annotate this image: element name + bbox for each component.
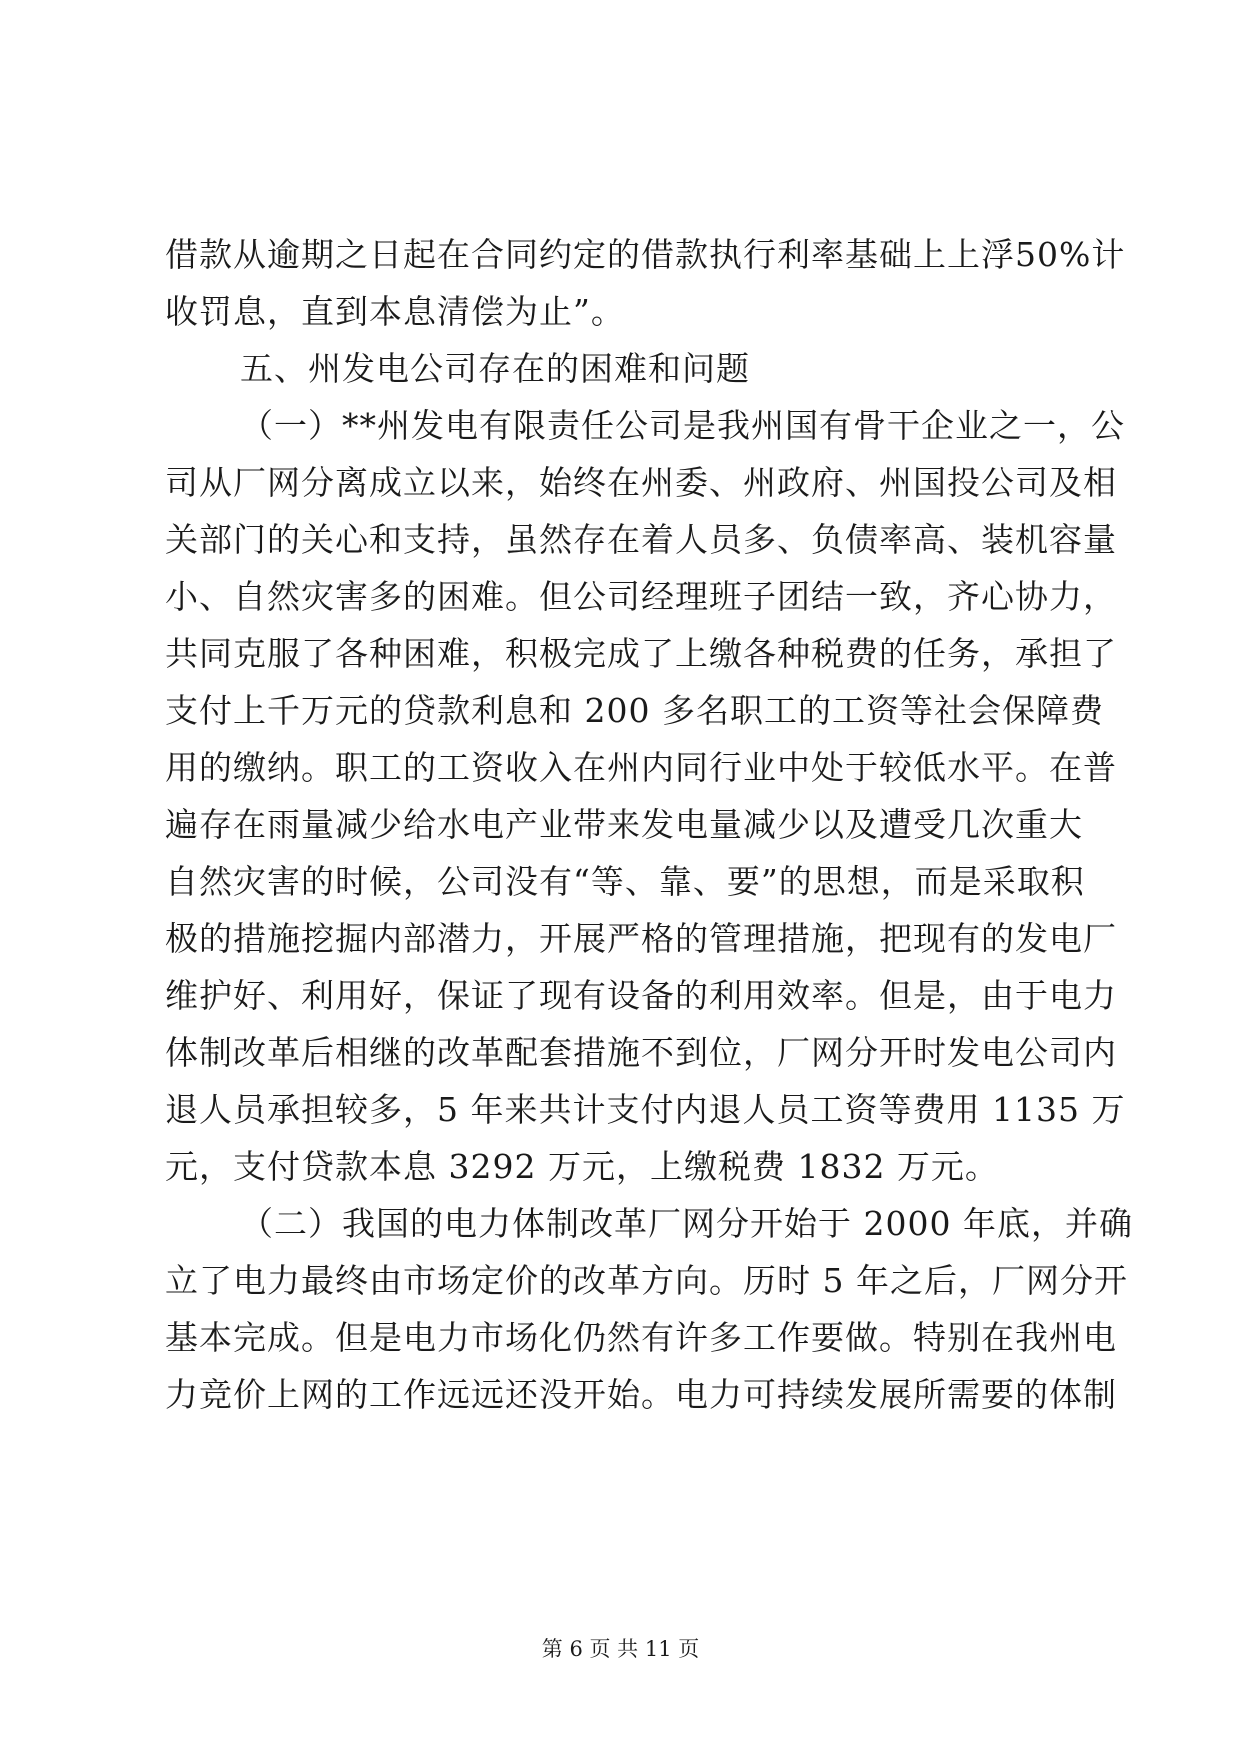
text-line: 力竞价上网的工作远远还没开始。电力可持续发展所需要的体制: [165, 1375, 1117, 1414]
text-line: 关部门的关心和支持，虽然存在着人员多、负债率高、装机容量: [165, 520, 1117, 559]
text-line: 体制改革后相继的改革配套措施不到位，厂网分开时发电公司内: [165, 1033, 1117, 1072]
text-line: 退人员承担较多，5 年来共计支付内退人员工资等费用 1135 万: [165, 1090, 1126, 1129]
text-line: 收罚息，直到本息清偿为止”。: [165, 292, 625, 331]
paragraph-first-line: （一）**州发电有限责任公司是我州国有骨干企业之一，公: [240, 406, 1125, 445]
page-footer: [0, 1633, 1241, 1663]
text-line: 基本完成。但是电力市场化仍然有许多工作要做。特别在我州电: [165, 1318, 1117, 1357]
page-number: 第 6 页 共 11 页: [541, 1637, 700, 1661]
text-line: 自然灾害的时候，公司没有“等、靠、要”的思想，而是采取积: [165, 862, 1085, 901]
text-line: 维护好、利用好，保证了现有设备的利用效率。但是，由于电力: [165, 976, 1117, 1015]
text-line: 支付上千万元的贷款利息和 200 多名职工的工资等社会保障费: [165, 691, 1104, 730]
document-body: [165, 226, 1133, 1423]
section-heading: 五、州发电公司存在的困难和问题: [240, 349, 750, 388]
text-line: 元，支付贷款本息 3292 万元，上缴税费 1832 万元。: [165, 1147, 999, 1186]
text-line: 小、自然灾害多的困难。但公司经理班子团结一致，齐心协力，: [165, 577, 1117, 616]
text-line: 司从厂网分离成立以来，始终在州委、州政府、州国投公司及相: [165, 463, 1117, 502]
paragraph-first-line: （二）我国的电力体制改革厂网分开始于 2000 年底，并确: [240, 1204, 1133, 1243]
text-line: 立了电力最终由市场定价的改革方向。历时 5 年之后，厂网分开: [165, 1261, 1128, 1300]
text-line: 共同克服了各种困难，积极完成了上缴各种税费的任务，承担了: [165, 634, 1117, 673]
text-line: 极的措施挖掘内部潜力，开展严格的管理措施，把现有的发电厂: [165, 919, 1117, 958]
text-line: 用的缴纳。职工的工资收入在州内同行业中处于较低水平。在普: [165, 748, 1117, 787]
text-line: 借款从逾期之日起在合同约定的借款执行利率基础上上浮50%计: [165, 235, 1126, 274]
text-line: 遍存在雨量减少给水电产业带来发电量减少以及遭受几次重大: [165, 805, 1083, 844]
